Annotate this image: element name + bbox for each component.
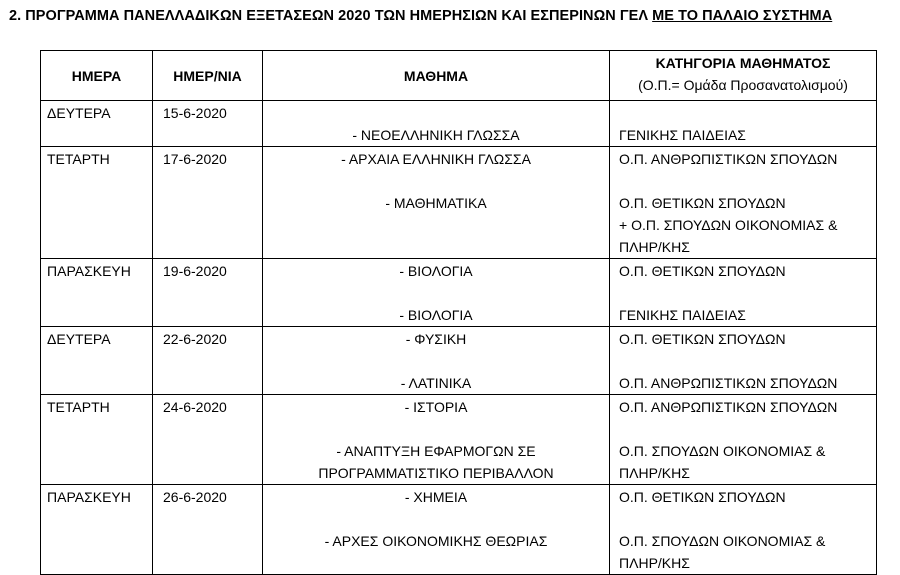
title-underlined: ΜΕ ΤΟ ΠΑΛΑΙΟ ΣΥΣΤΗΜΑ — [652, 8, 833, 24]
subject-item: - ΒΙΟΛΟΓΙΑ — [399, 307, 473, 323]
row-categories — [610, 327, 877, 395]
subject-item: ΠΡΟΓΡΑΜΜΑΤΙΣΤΙΚΟ ΠΕΡΙΒΑΛΛΟΝ — [318, 465, 554, 481]
subject-item: - ΦΥΣΙΚΗ — [405, 331, 467, 347]
category-item: Ο.Π. ΘΕΤΙΚΩΝ ΣΠΟΥΔΩΝ — [619, 195, 786, 211]
header-category-label: ΚΑΤΗΓΟΡΙΑ ΜΑΘΗΜΑΤΟΣ — [655, 55, 831, 71]
subject-item: - ΙΣΤΟΡΙΑ — [404, 399, 468, 415]
subject-item: - ΧΗΜΕΙΑ — [404, 489, 468, 505]
row-date: 22-6-2020 — [153, 327, 263, 395]
table-row — [41, 327, 877, 395]
table-row — [41, 147, 877, 259]
category-item: + Ο.Π. ΣΠΟΥΔΩΝ ΟΙΚΟΝΟΜΙΑΣ & — [619, 217, 838, 233]
subject-item: - ΑΝΑΠΤΥΞΗ ΕΦΑΡΜΟΓΩΝ ΣΕ — [336, 443, 536, 459]
category-item: Ο.Π. ΣΠΟΥΔΩΝ ΟΙΚΟΝΟΜΙΑΣ & — [619, 533, 826, 549]
table-header-row — [41, 51, 877, 101]
header-date: ΗΜΕΡ/ΝΙΑ — [153, 51, 263, 101]
row-categories — [610, 147, 877, 259]
category-item: ΓΕΝΙΚΗΣ ΠΑΙΔΕΙΑΣ — [619, 127, 746, 143]
row-subjects — [263, 485, 610, 575]
row-day: ΔΕΥΤΕΡΑ — [41, 327, 153, 395]
subject-item: - ΜΑΘΗΜΑΤΙΚΑ — [385, 195, 487, 211]
row-subjects — [263, 259, 610, 327]
category-item: ΓΕΝΙΚΗΣ ΠΑΙΔΕΙΑΣ — [619, 307, 746, 323]
subject-item: - ΒΙΟΛΟΓΙΑ — [399, 263, 473, 279]
category-item: Ο.Π. ΘΕΤΙΚΩΝ ΣΠΟΥΔΩΝ — [619, 331, 786, 347]
row-day: ΠΑΡΑΣΚΕΥΗ — [41, 259, 153, 327]
table-row — [41, 485, 877, 575]
row-date: 17-6-2020 — [153, 147, 263, 259]
row-date: 19-6-2020 — [153, 259, 263, 327]
row-date: 26-6-2020 — [153, 485, 263, 575]
table-row — [41, 101, 877, 147]
category-item: ΠΛΗΡ/ΚΗΣ — [619, 239, 690, 255]
row-date: 15-6-2020 — [153, 101, 263, 147]
row-subjects — [263, 327, 610, 395]
header-subject: ΜΑΘΗΜΑ — [263, 51, 610, 101]
row-subjects — [263, 101, 610, 147]
table-row — [41, 259, 877, 327]
category-item: Ο.Π. ΑΝΘΡΩΠΙΣΤΙΚΩΝ ΣΠΟΥΔΩΝ — [619, 399, 838, 415]
title-main: 2. ΠΡΟΓΡΑΜΜΑ ΠΑΝΕΛΛΑΔΙΚΩΝ ΕΞΕΤΑΣΕΩΝ 2020 ΤΩΝ ΗΜΕΡΗΣΙΩΝ ΚΑΙ ΕΣΠΕΡΙΝΩΝ ΓΕΛ — [9, 8, 649, 24]
row-subjects — [263, 147, 610, 259]
category-item: Ο.Π. ΣΠΟΥΔΩΝ ΟΙΚΟΝΟΜΙΑΣ & — [619, 443, 826, 459]
row-categories — [610, 259, 877, 327]
table-row — [41, 395, 877, 485]
category-item: Ο.Π. ΑΝΘΡΩΠΙΣΤΙΚΩΝ ΣΠΟΥΔΩΝ — [619, 151, 838, 167]
category-item: ΠΛΗΡ/ΚΗΣ — [619, 465, 690, 481]
row-day: ΤΕΤΑΡΤΗ — [41, 395, 153, 485]
row-categories — [610, 395, 877, 485]
category-item: Ο.Π. ΘΕΤΙΚΩΝ ΣΠΟΥΔΩΝ — [619, 489, 786, 505]
subject-item: - ΑΡΧΑΙΑ ΕΛΛΗΝΙΚΗ ΓΛΩΣΣΑ — [341, 151, 531, 167]
row-subjects — [263, 395, 610, 485]
subject-item: - ΛΑΤΙΝΙΚΑ — [400, 375, 472, 391]
subject-item: - ΝΕΟΕΛΛΗΝΙΚΗ ΓΛΩΣΣΑ — [352, 127, 520, 143]
category-item: Ο.Π. ΘΕΤΙΚΩΝ ΣΠΟΥΔΩΝ — [619, 263, 786, 279]
row-categories — [610, 485, 877, 575]
exam-schedule-table — [40, 50, 877, 575]
subject-item: - ΑΡΧΕΣ ΟΙΚΟΝΟΜΙΚΗΣ ΘΕΩΡΙΑΣ — [324, 533, 548, 549]
row-categories — [610, 101, 877, 147]
row-day: ΠΑΡΑΣΚΕΥΗ — [41, 485, 153, 575]
header-category — [610, 51, 877, 101]
header-category-note: (Ο.Π.= Ομάδα Προσανατολισμού) — [638, 77, 848, 93]
row-day: ΔΕΥΤΕΡΑ — [41, 101, 153, 147]
document-title — [9, 8, 832, 24]
category-item: Ο.Π. ΑΝΘΡΩΠΙΣΤΙΚΩΝ ΣΠΟΥΔΩΝ — [619, 375, 838, 391]
header-day: ΗΜΕΡΑ — [41, 51, 153, 101]
row-day: ΤΕΤΑΡΤΗ — [41, 147, 153, 259]
category-item: ΠΛΗΡ/ΚΗΣ — [619, 555, 690, 571]
row-date: 24-6-2020 — [153, 395, 263, 485]
